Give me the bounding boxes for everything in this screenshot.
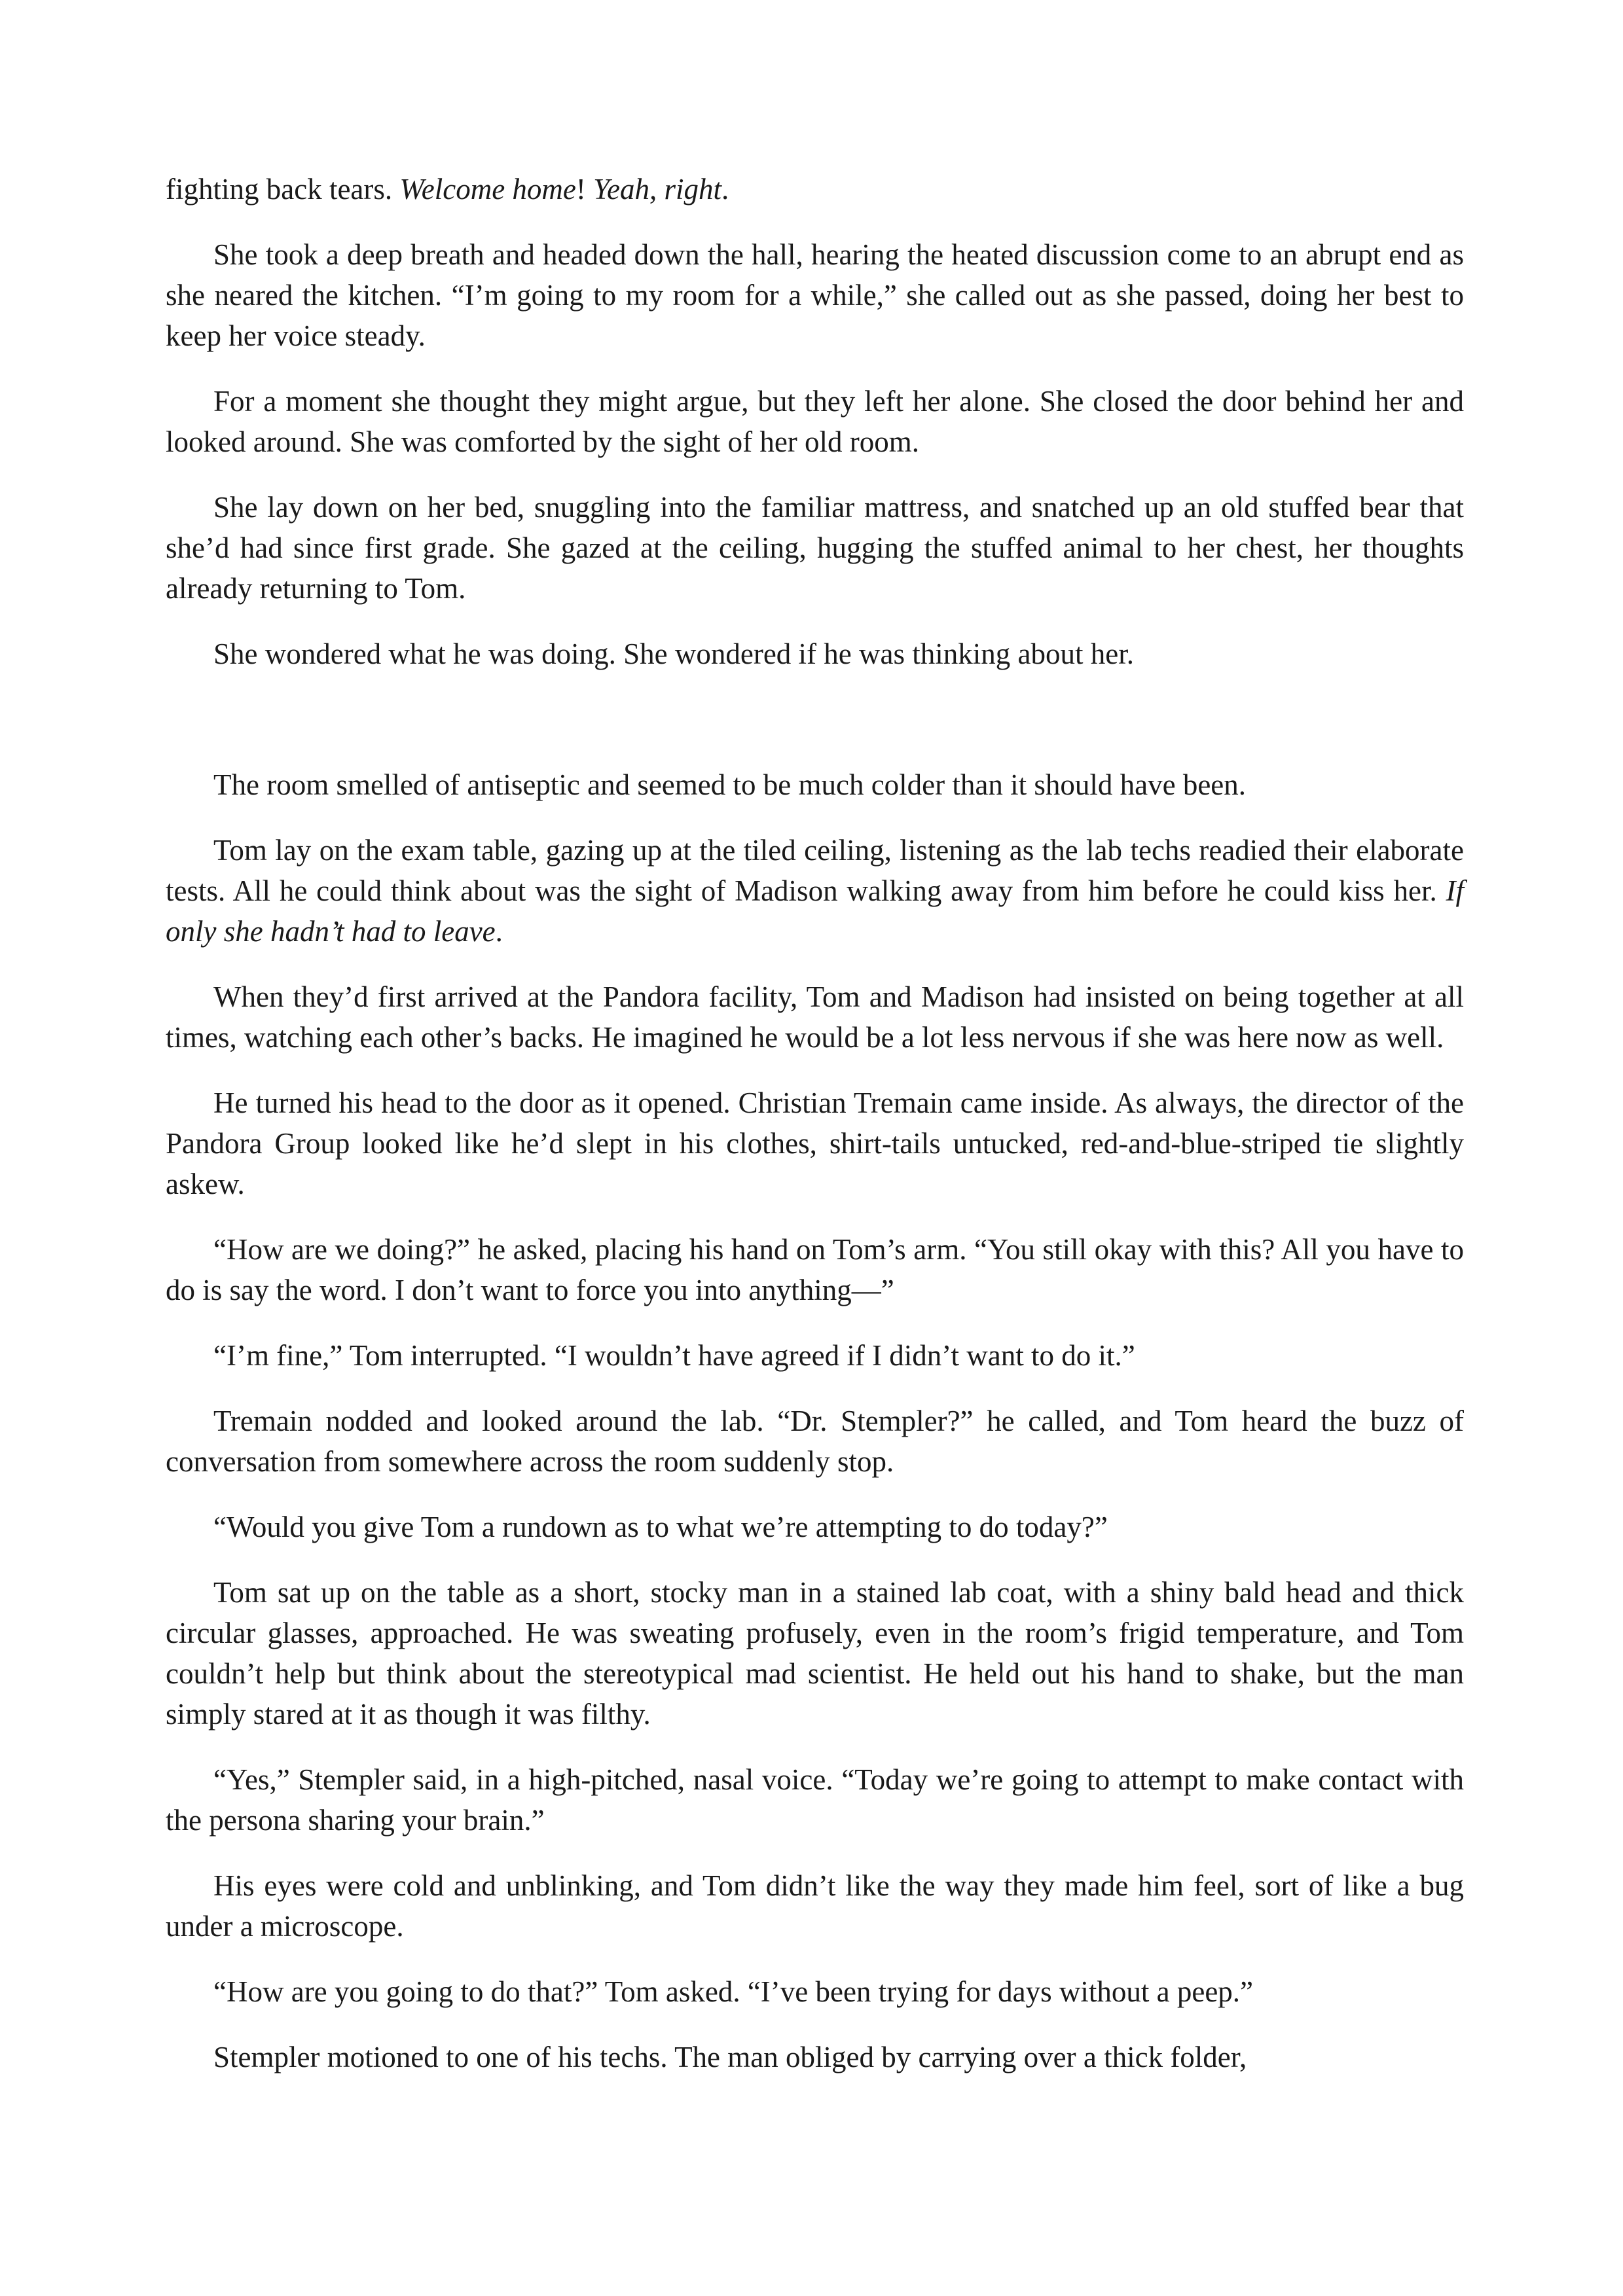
paragraph [166,1759,1464,1840]
scene-two [166,764,1464,2077]
paragraph [166,1971,1464,2012]
text-segment: For a moment she thought they might argue, but they left her alone. She closed the door behind her and looked around. She was comforted by the sight of her old room. [166,385,1464,458]
paragraph [166,830,1464,952]
paragraph [166,1572,1464,1734]
paragraph [166,977,1464,1058]
paragraph [166,169,1464,209]
paragraph [166,234,1464,356]
paragraph [166,381,1464,462]
paragraph [166,1083,1464,1204]
paragraph [166,1229,1464,1310]
text-segment: “I’m fine,” Tom interrupted. “I wouldn’t have agreed if I didn’t want to do it.” [213,1339,1135,1372]
text-segment: The room smelled of antiseptic and seemed to be much colder than it should have been. [213,768,1247,801]
text-segment: “Would you give Tom a rundown as to what we’re attempting to do today?” [213,1511,1108,1543]
body-text [166,169,1464,2102]
italic-text: If only she hadn’t had to leave [166,874,1464,948]
text-segment: When they’d first arrived at the Pandora facility, Tom and Madison had insisted on being together at all times, watching each other’s backs. He imagined he would be a lot less nervous if she was here now as well. [166,980,1464,1054]
text-segment: Tom lay on the exam table, gazing up at the tiled ceiling, listening as the lab techs readied their elaborate tests. All he could think about was the sight of Madison walking away from him before he could kiss her. [166,834,1464,907]
text-segment: “How are we doing?” he asked, placing his hand on Tom’s arm. “You still okay with this? All you have to do is say the word. I don’t want to force you into anything—” [166,1233,1464,1306]
text-segment: His eyes were cold and unblinking, and Tom didn’t like the way they made him feel, sort of like a bug under a microscope. [166,1869,1464,1943]
text-segment: ! [575,173,594,206]
text-segment: She took a deep breath and headed down the hall, hearing the heated discussion come to an abrupt end as she neared the kitchen. “I’m going to my room for a while,” she called out as she passed, doing her best to keep her voice steady. [166,238,1464,352]
text-segment: She wondered what he was doing. She wondered if he was thinking about her. [213,637,1134,670]
text-segment: . [721,173,729,206]
scene-break [166,699,1464,764]
paragraph [166,764,1464,805]
paragraph [166,1401,1464,1482]
scene-one [166,169,1464,674]
text-segment: Tom sat up on the table as a short, stocky man in a stained lab coat, with a shiny bald head and thick circular glasses, approached. He was sweating profusely, even in the room’s frigid temperature, and Tom couldn’t help but think about the stereotypical mad scientist. He held out his hand to shake, but the man simply stared at it as though it was filthy. [166,1576,1464,1731]
text-segment: “Yes,” Stempler said, in a high-pitched, nasal voice. “Today we’re going to attempt to make contact with the persona sharing your brain.” [166,1763,1464,1837]
paragraph [166,2037,1464,2077]
text-segment: fighting back tears. [166,173,400,206]
text-segment: . [495,915,503,948]
text-segment: He turned his head to the door as it opened. Christian Tremain came inside. As always, the director of the Pandora Group looked like he’d slept in his clothes, shirt-tails untucked, red-and-blue-striped tie slightly askew. [166,1086,1464,1200]
paragraph [166,487,1464,609]
italic-text: Welcome home [399,173,576,206]
paragraph [166,1865,1464,1946]
italic-text: Yeah, right [593,173,722,206]
text-segment: She lay down on her bed, snuggling into the familiar mattress, and snatched up an old stuffed bear that she’d had since first grade. She gazed at the ceiling, hugging the stuffed animal to her chest, her thoughts already returning to Tom. [166,491,1464,605]
paragraph [166,1507,1464,1547]
text-segment: Tremain nodded and looked around the lab. “Dr. Stempler?” he called, and Tom heard the buzz of conversation from somewhere across the room suddenly stop. [166,1405,1464,1478]
text-segment: “How are you going to do that?” Tom asked. “I’ve been trying for days without a peep.” [213,1975,1254,2008]
paragraph [166,634,1464,674]
paragraph [166,1335,1464,1376]
text-segment: Stempler motioned to one of his techs. The man obliged by carrying over a thick folder, [213,2041,1247,2073]
